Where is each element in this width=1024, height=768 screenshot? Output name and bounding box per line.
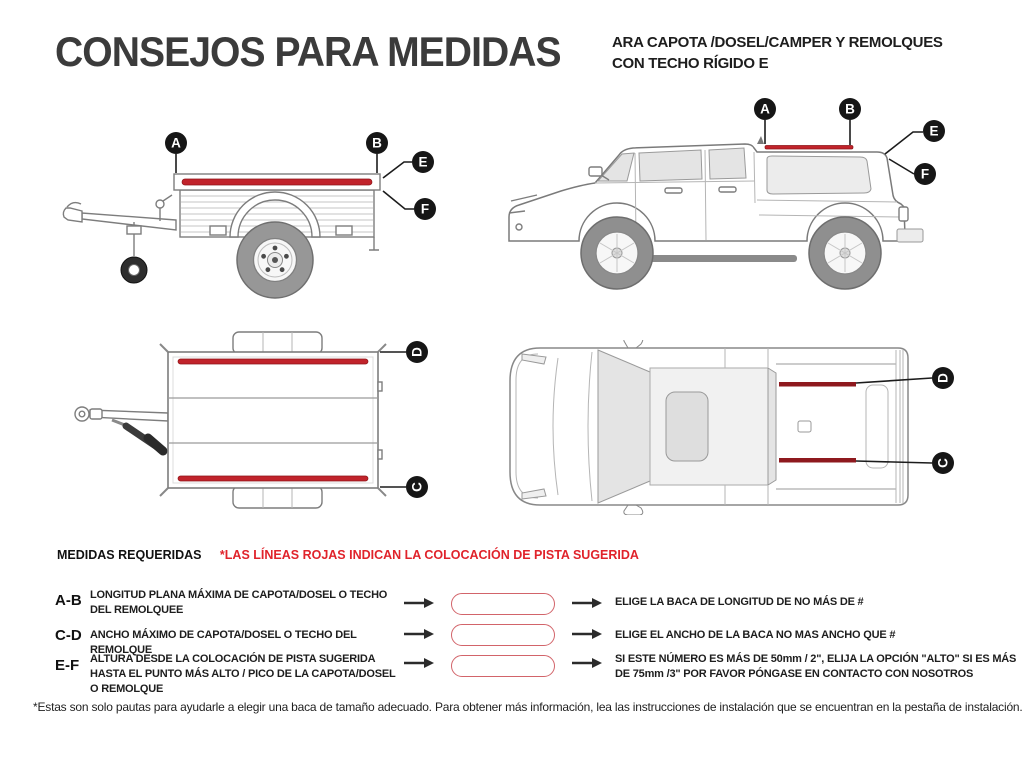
measurement-key: C-D: [55, 627, 82, 644]
suggested-track-line: [178, 476, 368, 481]
marker-a: [165, 132, 187, 154]
write-in-box: [451, 593, 555, 615]
page-title: CONSEJOS PARA MEDIDAS: [55, 28, 561, 75]
page-subtitle: [612, 32, 943, 74]
svg-text:E: E: [929, 123, 939, 139]
arrow-right-icon: [572, 628, 602, 640]
arrow-right-icon: [572, 597, 602, 609]
svg-text:D: D: [409, 347, 425, 357]
svg-text:A: A: [171, 135, 181, 151]
svg-text:F: F: [920, 166, 930, 182]
marker-f: [914, 163, 936, 185]
write-in-box: [451, 624, 555, 646]
red-lines-note: *LAS LÍNEAS ROJAS INDICAN LA COLOCACIÓN DE PISTA SUGERIDA: [219, 548, 639, 562]
trailer-top-view-diagram: [60, 330, 450, 525]
suggested-track-line: [182, 179, 372, 185]
suggested-track-line: [779, 458, 856, 463]
svg-text:B: B: [845, 101, 855, 117]
arrow-right-icon: [404, 628, 434, 640]
marker-b: [839, 98, 861, 120]
marker-c: [406, 476, 428, 498]
measurement-description: LONGITUD PLANA MÁXIMA DE CAPOTA/DOSEL O TECHO DEL REMOLQUEE: [90, 589, 388, 616]
measurement-key: A-B: [55, 592, 82, 609]
svg-text:E: E: [418, 154, 428, 170]
svg-text:B: B: [372, 135, 382, 151]
measurement-row-ef: [55, 650, 1017, 695]
marker-d: [406, 341, 428, 363]
marker-f: [414, 198, 436, 220]
leader-lines: [380, 352, 406, 487]
marker-c: [932, 452, 954, 474]
marker-b: [366, 132, 388, 154]
measurement-description: ALTURA DESDE LA COLOCACIÓN DE PISTA SUGERIDA HASTA EL PUNTO MÁS ALTO / PICO DE LA CAPOTA/DOSEL O REMOLQUE: [90, 653, 396, 695]
marker-e: [923, 120, 945, 142]
marker-e: [412, 151, 434, 173]
measurement-result: ELIGE LA BACA DE LONGITUD DE NO MÁS DE #: [615, 596, 864, 608]
subtitle-line-1: ARA CAPOTA /DOSEL/CAMPER Y REMOLQUES: [612, 34, 943, 51]
trailer-side-view-diagram: [60, 100, 450, 315]
arrow-right-icon: [404, 597, 434, 609]
suggested-track-line: [178, 359, 368, 364]
svg-text:C: C: [409, 482, 425, 492]
arrow-right-icon: [572, 657, 602, 669]
suggested-track-line: [765, 146, 853, 150]
write-in-box: [451, 655, 555, 677]
measurement-row-cd: [55, 622, 1015, 656]
suggested-track-line: [779, 382, 856, 387]
measurement-key: E-F: [55, 657, 80, 674]
svg-text:F: F: [420, 201, 430, 217]
truck-side-view-diagram: [497, 95, 1017, 310]
measurement-description: ANCHO MÁXIMO DE CAPOTA/DOSEL O TECHO DEL REMOLQUE: [90, 629, 357, 656]
svg-text:D: D: [935, 373, 951, 383]
arrow-right-icon: [404, 657, 434, 669]
subtitle-line-2: CON TECHO RÍGIDO E: [612, 55, 769, 72]
truck-top-view-diagram: [500, 340, 1020, 515]
measurement-result: SI ESTE NÚMERO ES MÁS DE 50mm / 2", ELIJA LA OPCIÓN "ALTO" SI ES MÁS DE 75mm /3" POR FAVOR PÓNGASE EN CONTACTO CON NOSOTROS: [615, 653, 1017, 680]
svg-text:A: A: [760, 101, 770, 117]
svg-text:C: C: [935, 458, 951, 468]
marker-d: [932, 367, 954, 389]
measurement-row-ab: [55, 584, 1015, 624]
marker-a: [754, 98, 776, 120]
footnote: *Estas son solo pautas para ayudarle a elegir una baca de tamaño adecuado. Para obtener más información, lea las instrucciones de instalación que se encuentran en la pestaña de instalación.: [33, 700, 1023, 714]
measurements-section-header: [57, 546, 639, 564]
measurement-result: ELIGE EL ANCHO DE LA BACA NO MAS ANCHO QUE #: [615, 629, 896, 641]
section-title: MEDIDAS REQUERIDAS: [57, 548, 202, 562]
